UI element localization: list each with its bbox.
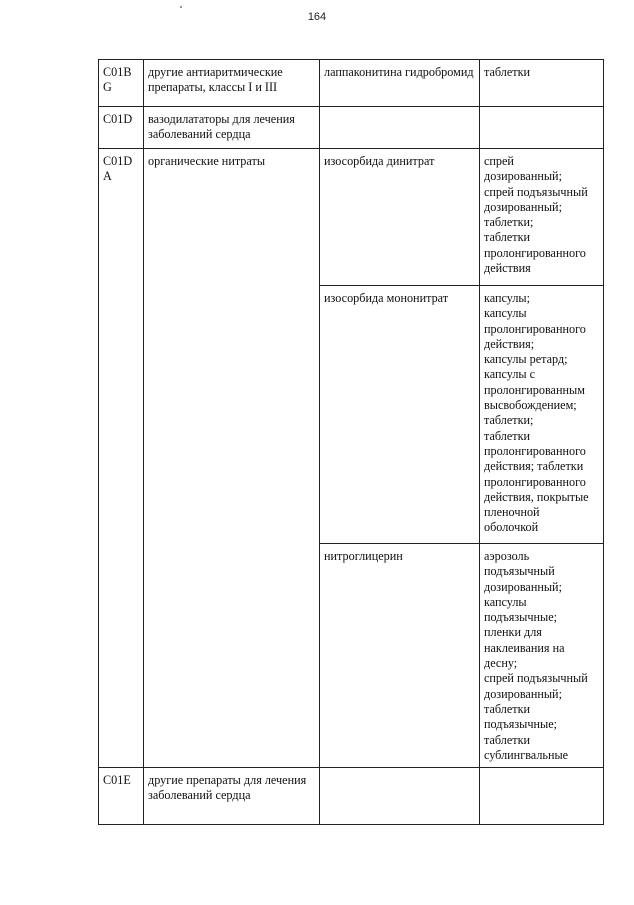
dosage-form: аэрозоль подъязычный дозированный; капсулы подъязычные; пленки для наклеивания на десну; спрей подъязычный дозированный; таблетки подъязычные; таблетки сублингвальные [484, 549, 588, 762]
table-row [99, 60, 604, 107]
drug-name: лаппаконитина гидробромид [324, 65, 474, 79]
drug-table [98, 59, 604, 825]
drug-name-cell [320, 544, 480, 768]
dosage-form-cell [480, 544, 604, 768]
dosage-form-cell [480, 107, 604, 149]
drug-name-cell [320, 149, 480, 286]
drug-name-cell [320, 60, 480, 107]
page-number: 164 [307, 11, 327, 23]
dosage-form-cell [480, 149, 604, 286]
dosage-form-cell [480, 768, 604, 825]
drug-name: нитроглицерин [324, 549, 403, 563]
table-row [99, 149, 604, 286]
dosage-form-cell [480, 286, 604, 544]
dosage-form: спрей дозированный; спрей подъязычный дозированный; таблетки; таблетки пролонгированного действия [484, 154, 588, 276]
table-row [99, 768, 604, 825]
atc-code: C01D A [103, 154, 133, 184]
atc-code-cell [99, 768, 144, 825]
drug-group-cell [144, 149, 320, 768]
drug-name-cell [320, 768, 480, 825]
atc-code: C01B G [103, 65, 132, 95]
drug-group: другие антиаритмические препараты, классы I и III [148, 65, 283, 95]
dosage-form: капсулы; капсулы пролонгированного действия; капсулы ретард; капсулы с пролонгированным высвобождением; таблетки; таблетки пролонгированного действия; таблетки пролонгированного действия, покрытые пленочной оболочкой [484, 291, 589, 535]
atc-code-cell [99, 149, 144, 768]
drug-name: изосорбида динитрат [324, 154, 435, 168]
table-row [99, 107, 604, 149]
atc-code-cell [99, 60, 144, 107]
drug-group: органические нитраты [148, 154, 266, 168]
scan-artifact [180, 6, 182, 8]
drug-group-cell [144, 60, 320, 107]
drug-name-cell [320, 286, 480, 544]
drug-group-cell [144, 107, 320, 149]
drug-group: другие препараты для лечения заболеваний сердца [148, 773, 307, 803]
atc-code-cell [99, 107, 144, 149]
dosage-form-cell [480, 60, 604, 107]
drug-name-cell [320, 107, 480, 149]
atc-code: C01D [103, 112, 133, 126]
dosage-form: таблетки [484, 65, 531, 79]
drug-group: вазодилататоры для лечения заболеваний сердца [148, 112, 295, 142]
drug-group-cell [144, 768, 320, 825]
drug-name: изосорбида мононитрат [324, 291, 449, 305]
atc-code: C01E [103, 773, 131, 788]
